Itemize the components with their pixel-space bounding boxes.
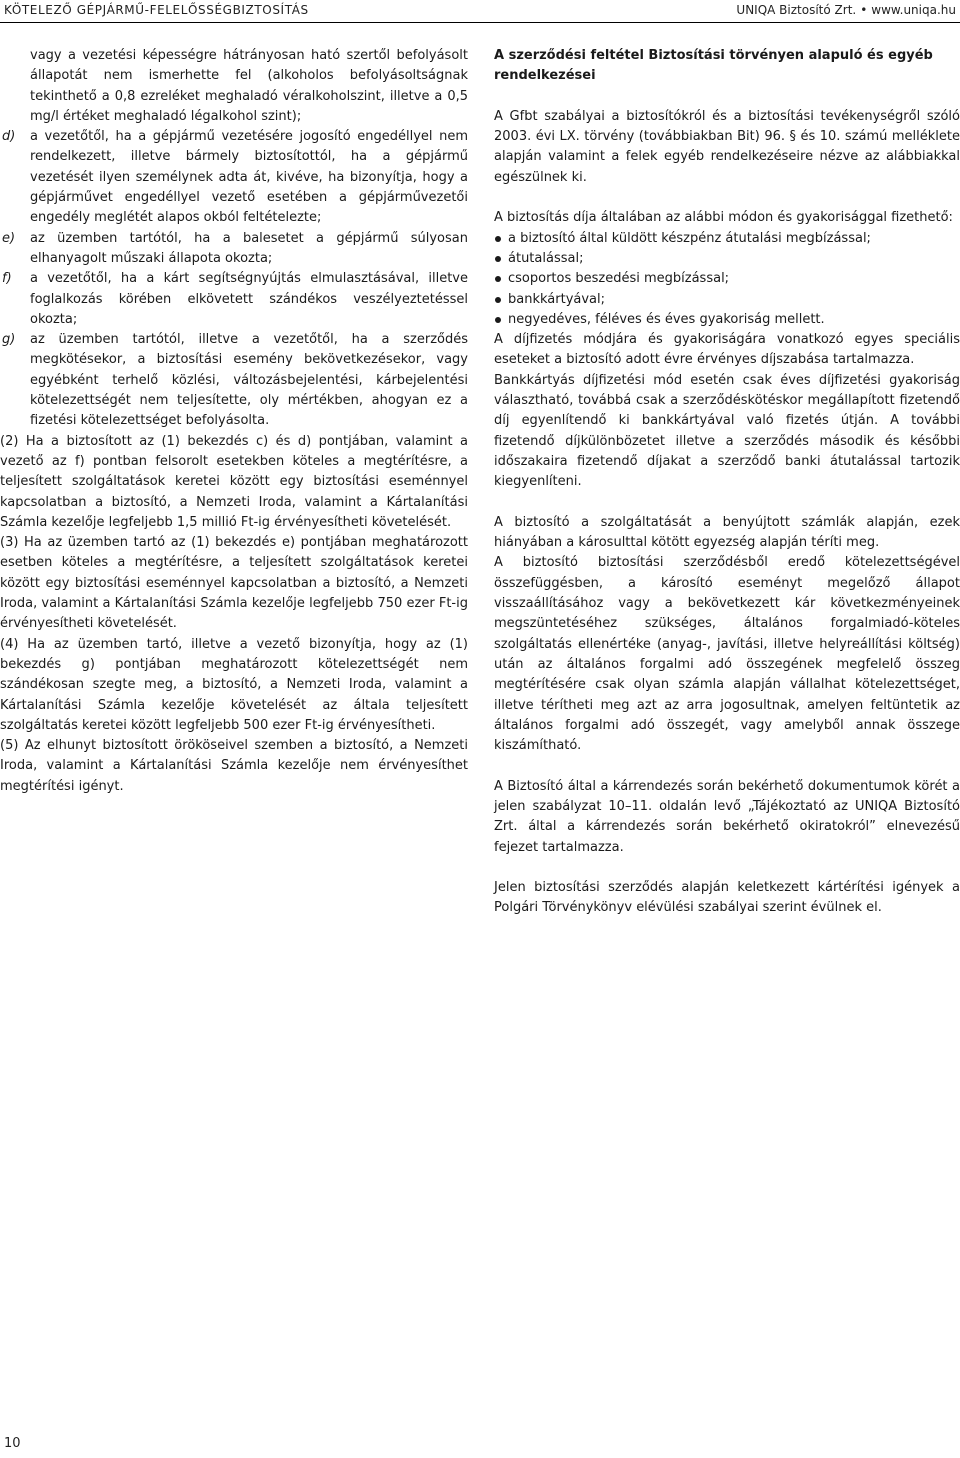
running-header <box>0 0 960 23</box>
document-section-title: KÖTELEZŐ GÉPJÁRMŰ-FELELŐSSÉGBIZTOSÍTÁS <box>4 3 309 17</box>
paragraph-2: (2) Ha a biztosított az (1) bekezdés c) és d) pontjában, valamint a vezető az f) pontban felsorolt esetekben köteles a megtérítésre, a teljesített szolgáltatások keretei között egy biztosítási eseménnyel kapcsolatban a biztosító, a Nemzeti Iroda, valamint a Kártalanítási Számla kezelője legfeljebb 1,5 millió Ft-ig érvényesítheti követelését. <box>0 433 468 530</box>
list-item: a biztosító által küldött készpénz átutalási megbízással; <box>494 229 960 249</box>
item-label: e) <box>2 230 16 246</box>
list-item: bankkártyával; <box>494 290 960 310</box>
item-label: d) <box>2 129 16 145</box>
fee-methods-list <box>494 229 960 330</box>
website-link[interactable]: www.uniqa.hu <box>871 3 956 17</box>
paragraph-4: (4) Ha az üzemben tartó, illetve a vezető bizonyítja, hogy az (1) bekezdés g) pontjában meghatározott kötelezettségét nem szándékosan szegte meg, a biztosító, a Nemzeti Iroda, valamint a Kártalanítási Számla kezelője követelését az általa teljesített szolgáltatás keretei között legfeljebb 500 ezer Ft-ig érvényesítheti. <box>0 636 468 733</box>
intro-paragraph: vagy a vezetési képességre hátrányosan ható szertől befolyásolt állapotát nem ismerhette fel (alkoholos befolyásoltságnak tekinthető a 0,8 ezreléket meghaladó véralkoholszint, illetve a 0,5 mg/l értéket meghaladó légalkohol szint); <box>30 48 468 124</box>
list-item-f <box>0 269 468 330</box>
company-info <box>736 0 956 20</box>
header-separator: • <box>860 3 868 17</box>
section-heading: A szerződési feltétel Biztosítási törvényen alapuló és egyéb rendelkezései <box>494 48 933 84</box>
list-item-d <box>0 127 468 228</box>
list-item-e <box>0 229 468 270</box>
list-item: csoportos beszedési megbízással; <box>494 269 960 289</box>
item-text: az üzemben tartótól, ha a balesetet a gépjármű súlyosan elhanyagolt műszaki állapota okozta; <box>30 230 468 266</box>
documents-paragraph: A Biztosító által a kárrendezés során bekérhető dokumentumok körét a jelen szabályzat 10–11. oldalán levő „Tájékoztató az UNIQA Biztosító Zrt. által a kárrendezés során bekérhető okiratokról” elnevezésű fejezet tartalmazza. <box>494 778 960 855</box>
page-number: 10 <box>4 1436 21 1451</box>
list-item: átutalással; <box>494 249 960 269</box>
left-column <box>0 46 468 797</box>
item-text: az üzemben tartótól, illetve a vezetőtől, ha a szerződés megkötésekor, a biztosítási esemény bekövetkezésekor, vagy egyébként terhelő közlési, változásbejelentési, kárbejelentési kötelezettségét nem teljesítette, oly mértékben, ahogyan ez a fizetési kötelezettséget befolyásolta. <box>30 332 468 429</box>
paragraph-5: (5) Az elhunyt biztosított örököseivel szemben a biztosító, a Nemzeti Iroda, valamint a Kártalanítási Számla kezelője nem érvényesíthet megtérítési igényt. <box>0 738 468 794</box>
liability-paragraph: A biztosító biztosítási szerződésből eredő kötelezettségével összefüggésben, a károsító eseményt megelőző állapot visszaállításához vagy a bekövetkezett kár következményeinek megszüntetéséhez szükséges, általános forgalmiadó-köteles szolgáltatás ellenértéke (anyag-, javítási, illetve helyreállítási költség) után az általános forgalmi adó összegének megfelelő összeg megtérítésére csak olyan számla alapján vállalhat kötelezettséget, illetve térítheti meg azt az arra jogosultnak, amelyen feltüntetik az általános forgalmi adó összegét, vagy amelyből annak összege kiszámítható. <box>494 555 960 754</box>
company-name: UNIQA Biztosító Zrt. <box>736 3 857 17</box>
service-invoices-paragraph: A biztosító a szolgáltatását a benyújtott számlák alapján, ezek hiányában a károsulttal kötött egyezség alapján téríti meg. <box>494 514 960 551</box>
fee-intro: A biztosítás díja általában az alábbi módon és gyakorisággal fizethető: <box>494 210 953 226</box>
list-item: negyedéves, féléves és éves gyakoriság mellett. <box>494 310 960 330</box>
fee-special-paragraph: A díjfizetés módjára és gyakoriságára vonatkozó egyes speciális eseteket a biztosító adott évre érvényes díjszabása tartalmazza. <box>494 332 960 368</box>
right-column <box>494 46 960 919</box>
limitation-paragraph: Jelen biztosítási szerződés alapján keletkezett kártérítési igények a Polgári Törvénykönyv elévülési szabályai szerint évülnek el. <box>494 880 960 916</box>
item-text: a vezetőtől, ha a kárt segítségnyújtás elmulasztásával, illetve foglalkozás körében elkövetett szándékos veszélyeztetéssel okozta; <box>30 271 468 327</box>
list-item-g <box>0 330 468 431</box>
item-label: g) <box>2 332 16 348</box>
card-payment-paragraph: Bankkártyás díjfizetési mód esetén csak éves díjfizetési gyakoriság választható, továbbá csak a szerződéskötéskor megállapított fizetendő díj egyenlítendő ki bankkártyával való fizetés útján. A további fizetendő díjkülönbözetet illetve a szerződés második és későbbi időszakaira fizetendő díjakat a szerződő banki átutalással tartozik kiegyenlíteni. <box>494 372 960 490</box>
gfbt-paragraph: A Gfbt szabályai a biztosítókról és a biztosítási tevékenységről szóló 2003. évi LX. törvény (továbbiakban Bit) 96. § és 10. számú melléklete alapján valamint a felek egyéb rendelkezéseire nézve az alábbiakkal egészülnek ki. <box>494 108 960 185</box>
paragraph-3: (3) Ha az üzemben tartó az (1) bekezdés e) pontjában meghatározott esetben köteles a megtérítésre, a teljesített szolgáltatások keretei között egy biztosítási eseménnyel kapcsolatban a biztosító, a Nemzeti Iroda, valamint a Kártalanítási Számla kezelője legfeljebb 750 ezer Ft-ig érvényesítheti követelését. <box>0 535 468 632</box>
item-label: f) <box>2 271 12 287</box>
item-text: a vezetőtől, ha a gépjármű vezetésére jogosító engedéllyel nem rendelkezett, illetve bármely biztosítottól, ha a gépjármű vezetését ilyen személynek adta át, kivéve, ha bizonyítja, hogy a gépjárművet engedéllyel vezető esetében a gépjárművezetői engedély meglétét alapos okból feltételezte; <box>30 129 468 226</box>
